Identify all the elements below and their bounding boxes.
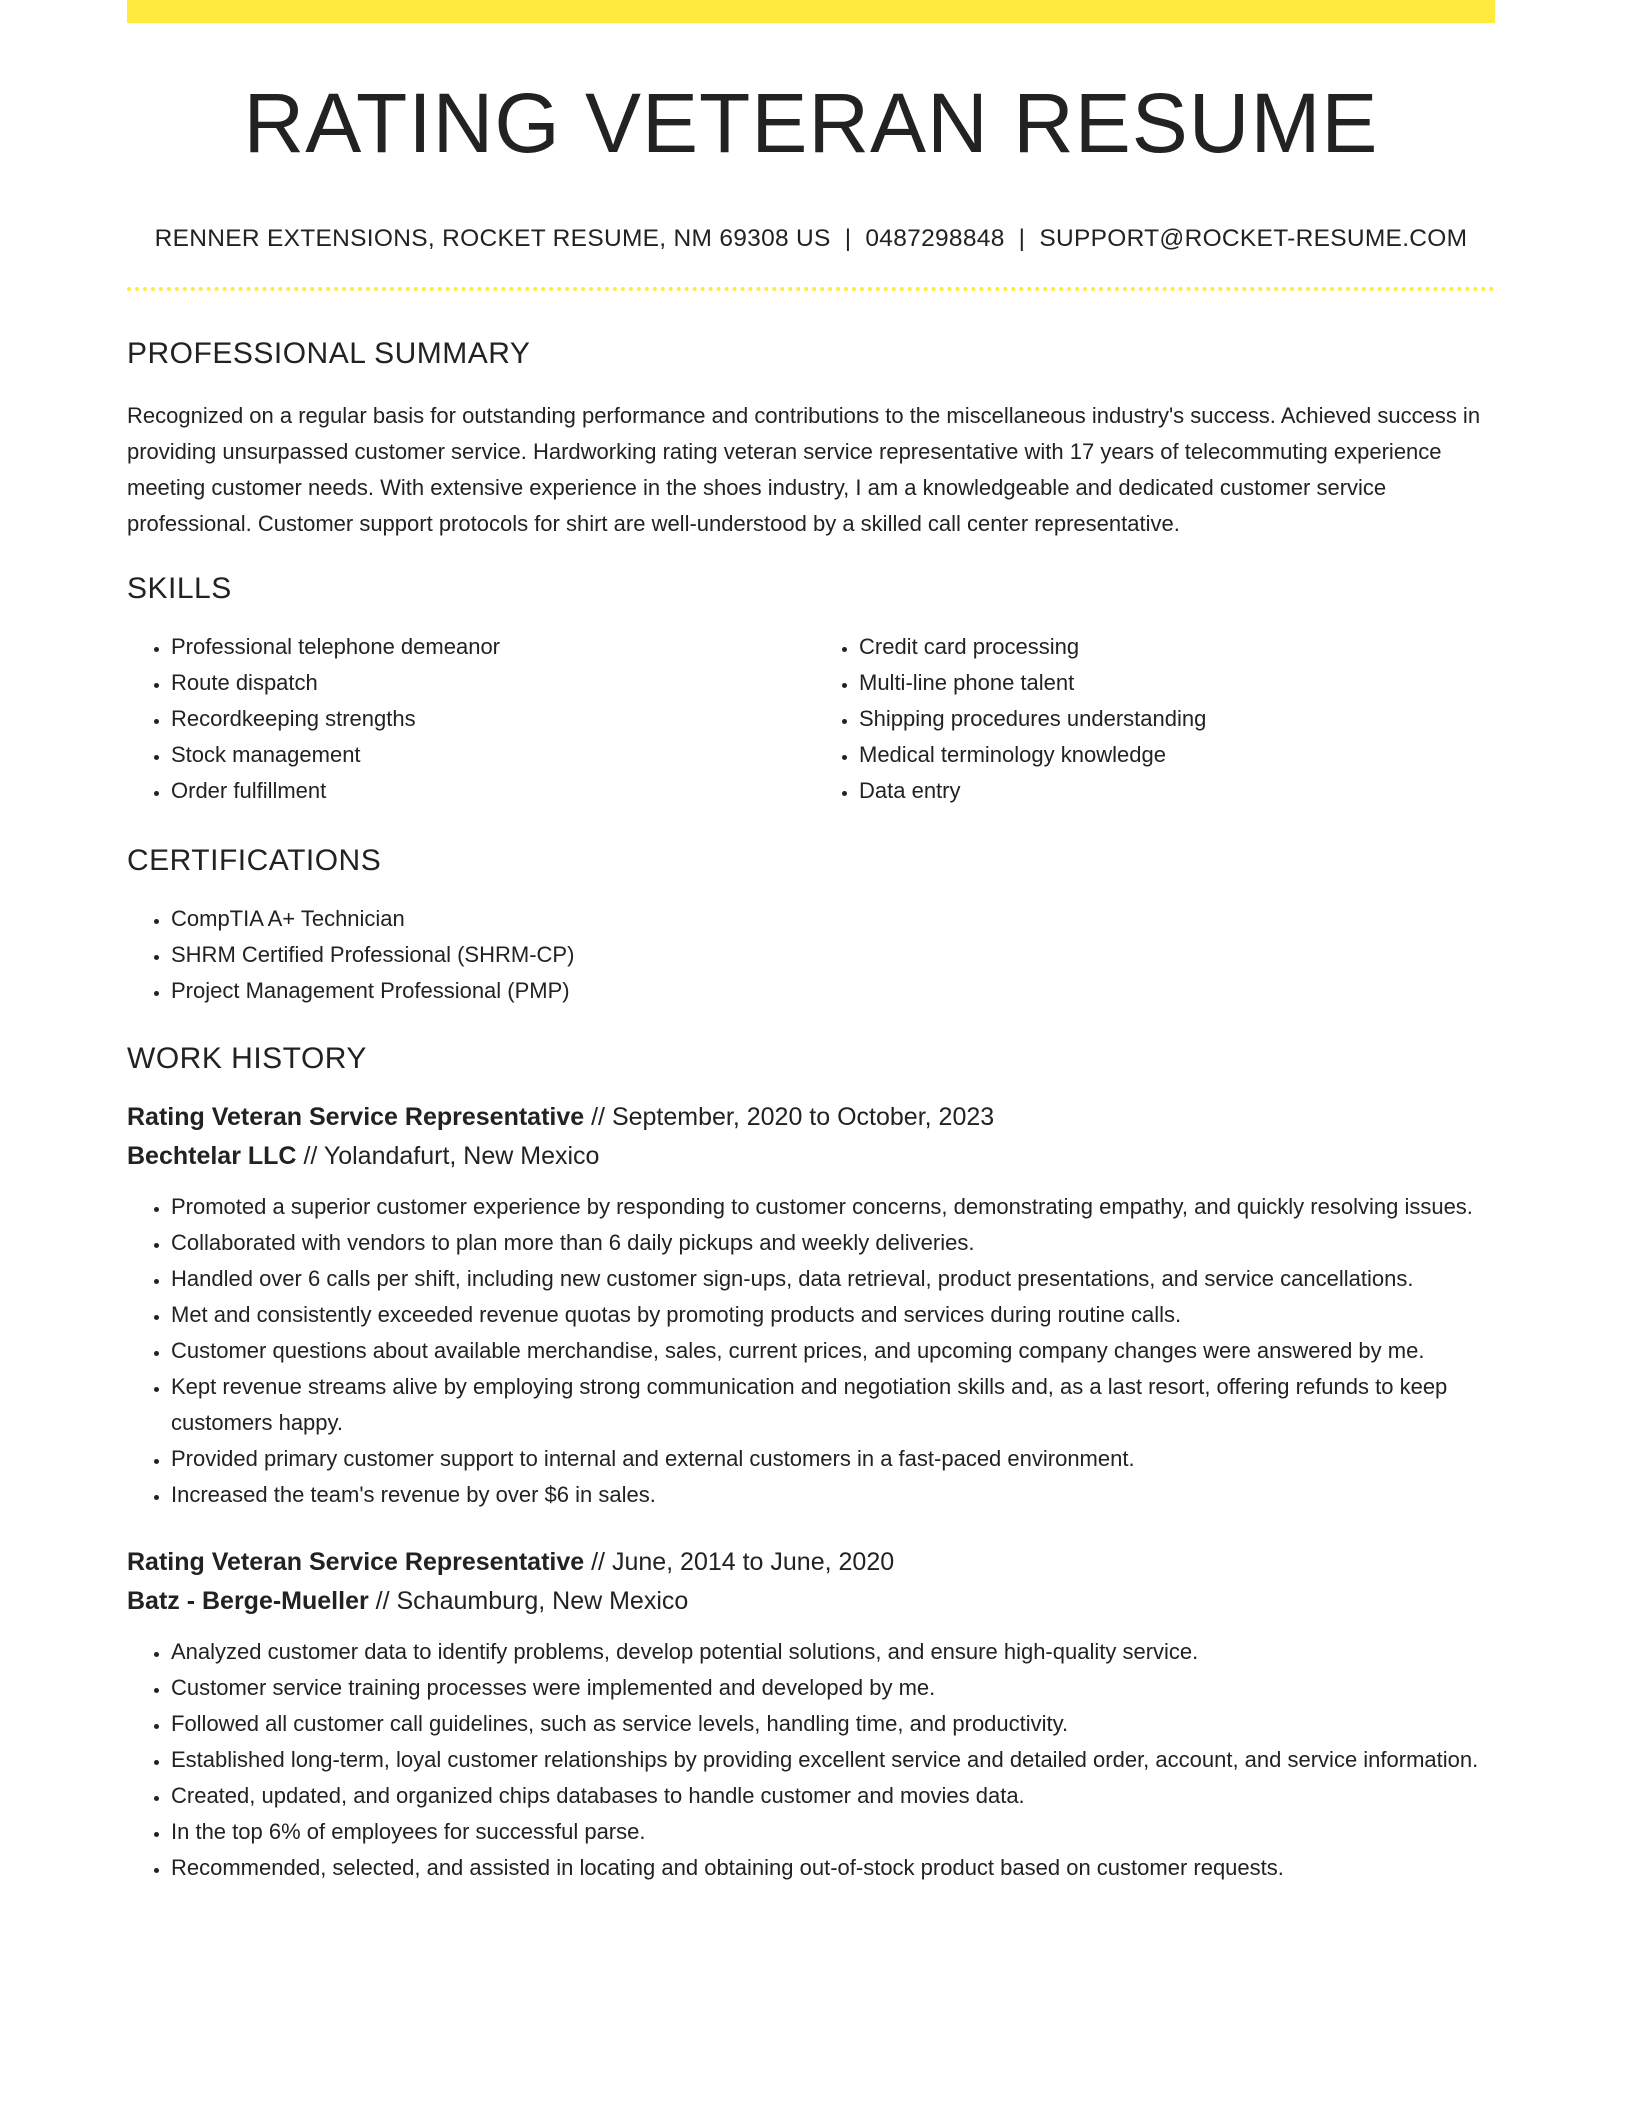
- skill-item: • Recordkeeping strengths: [171, 701, 811, 737]
- skill-item: • Medical terminology knowledge: [859, 737, 1495, 773]
- job-dates: // September, 2020 to October, 2023: [591, 1103, 995, 1131]
- skills-section: [127, 572, 1495, 809]
- section-heading: WORK HISTORY: [127, 1042, 367, 1075]
- job-company-line: [127, 1582, 1495, 1621]
- certifications-section: [127, 844, 1495, 1009]
- contact-line: [127, 225, 1495, 253]
- certifications-list: [127, 901, 1495, 1009]
- job-duties-list: [127, 1634, 1495, 1886]
- certification-item: • CompTIA A+ Technician: [171, 901, 1495, 937]
- job-title: Rating Veteran Service Representative: [127, 1103, 585, 1131]
- job-entry: [127, 1543, 1495, 1621]
- certification-item: • Project Management Professional (PMP): [171, 973, 1495, 1009]
- skill-item: • Data entry: [859, 773, 1495, 809]
- job-duty: • Promoted a superior customer experience by responding to customer concerns, demonstrating empathy, and quickly resolving issues.: [171, 1189, 1495, 1225]
- skill-item: • Shipping procedures understanding: [859, 701, 1495, 737]
- job-duty: • Kept revenue streams alive by employing strong communication and negotiation skills and, as a last resort, offering refunds to keep customers happy.: [171, 1369, 1495, 1441]
- job-dates: // June, 2014 to June, 2020: [591, 1548, 895, 1576]
- job-duty: • Increased the team's revenue by over $6 in sales.: [171, 1477, 1495, 1513]
- contact-email: SUPPORT@ROCKET-RESUME.COM: [1039, 225, 1468, 252]
- contact-address: RENNER EXTENSIONS, ROCKET RESUME, NM 69308 US: [154, 225, 831, 252]
- skill-item: • Order fulfillment: [171, 773, 811, 809]
- job-duty: • In the top 6% of employees for successful parse.: [171, 1814, 1495, 1850]
- contact-separator: |: [1018, 225, 1026, 252]
- professional-summary-section: [127, 337, 1495, 542]
- skills-list-right: [811, 629, 1495, 809]
- skill-item: • Professional telephone demeanor: [171, 629, 811, 665]
- skills-columns: [127, 629, 1495, 809]
- job-duty: • Established long-term, loyal customer relationships by providing excellent service and detailed order, account, and service information.: [171, 1742, 1495, 1778]
- skill-item: • Multi-line phone talent: [859, 665, 1495, 701]
- job-duty: • Analyzed customer data to identify problems, develop potential solutions, and ensure high-quality service.: [171, 1634, 1495, 1670]
- job-duty: • Collaborated with vendors to plan more than 6 daily pickups and weekly deliveries.: [171, 1225, 1495, 1261]
- job-company: Batz - Berge-Mueller: [127, 1587, 369, 1615]
- skills-list-left: [127, 629, 811, 809]
- contact-separator: |: [844, 225, 852, 252]
- job-duty: • Met and consistently exceeded revenue quotas by promoting products and services during routine calls.: [171, 1297, 1495, 1333]
- contact-phone: 0487298848: [865, 225, 1005, 252]
- certification-item: • SHRM Certified Professional (SHRM-CP): [171, 937, 1495, 973]
- work-history-section: [127, 1042, 1495, 1886]
- job-location: // Schaumburg, New Mexico: [375, 1587, 689, 1615]
- job-title-line: [127, 1098, 1495, 1137]
- section-heading: SKILLS: [127, 572, 232, 605]
- resume-title: RATING VETERAN RESUME: [243, 76, 1379, 170]
- job-duties-list: [127, 1189, 1495, 1513]
- job-duty: • Created, updated, and organized chips databases to handle customer and movies data.: [171, 1778, 1495, 1814]
- skill-item: • Route dispatch: [171, 665, 811, 701]
- job-location: // Yolandafurt, New Mexico: [303, 1142, 600, 1170]
- job-company-line: [127, 1137, 1495, 1176]
- job-duty: • Provided primary customer support to internal and external customers in a fast-paced environment.: [171, 1441, 1495, 1477]
- job-company: Bechtelar LLC: [127, 1142, 297, 1170]
- section-heading: CERTIFICATIONS: [127, 844, 382, 877]
- summary-text: Recognized on a regular basis for outstanding performance and contributions to the miscellaneous industry's success. Achieved success in providing unsurpassed customer service. Hardworking rating veteran service representative with 17 years of telecommuting experience meeting customer needs. With extensive experience in the shoes industry, I am a knowledgeable and dedicated customer service professional. Customer support protocols for shirt are well-understood by a skilled call center representative.: [127, 403, 1481, 536]
- job-duty: • Recommended, selected, and assisted in locating and obtaining out-of-stock product based on customer requests.: [171, 1850, 1495, 1886]
- dotted-divider: [127, 287, 1495, 291]
- job-entry: [127, 1098, 1495, 1176]
- resume-page: [127, 0, 1495, 1886]
- job-duty: • Followed all customer call guidelines, such as service levels, handling time, and productivity.: [171, 1706, 1495, 1742]
- job-duty: • Customer service training processes were implemented and developed by me.: [171, 1670, 1495, 1706]
- skill-item: • Credit card processing: [859, 629, 1495, 665]
- job-duty: • Handled over 6 calls per shift, including new customer sign-ups, data retrieval, product presentations, and service cancellations.: [171, 1261, 1495, 1297]
- top-accent-bar: [127, 0, 1495, 23]
- job-duty: • Customer questions about available merchandise, sales, current prices, and upcoming company changes were answered by me.: [171, 1333, 1495, 1369]
- skill-item: • Stock management: [171, 737, 811, 773]
- section-heading: PROFESSIONAL SUMMARY: [127, 337, 531, 370]
- job-title-line: [127, 1543, 1495, 1582]
- job-title: Rating Veteran Service Representative: [127, 1548, 585, 1576]
